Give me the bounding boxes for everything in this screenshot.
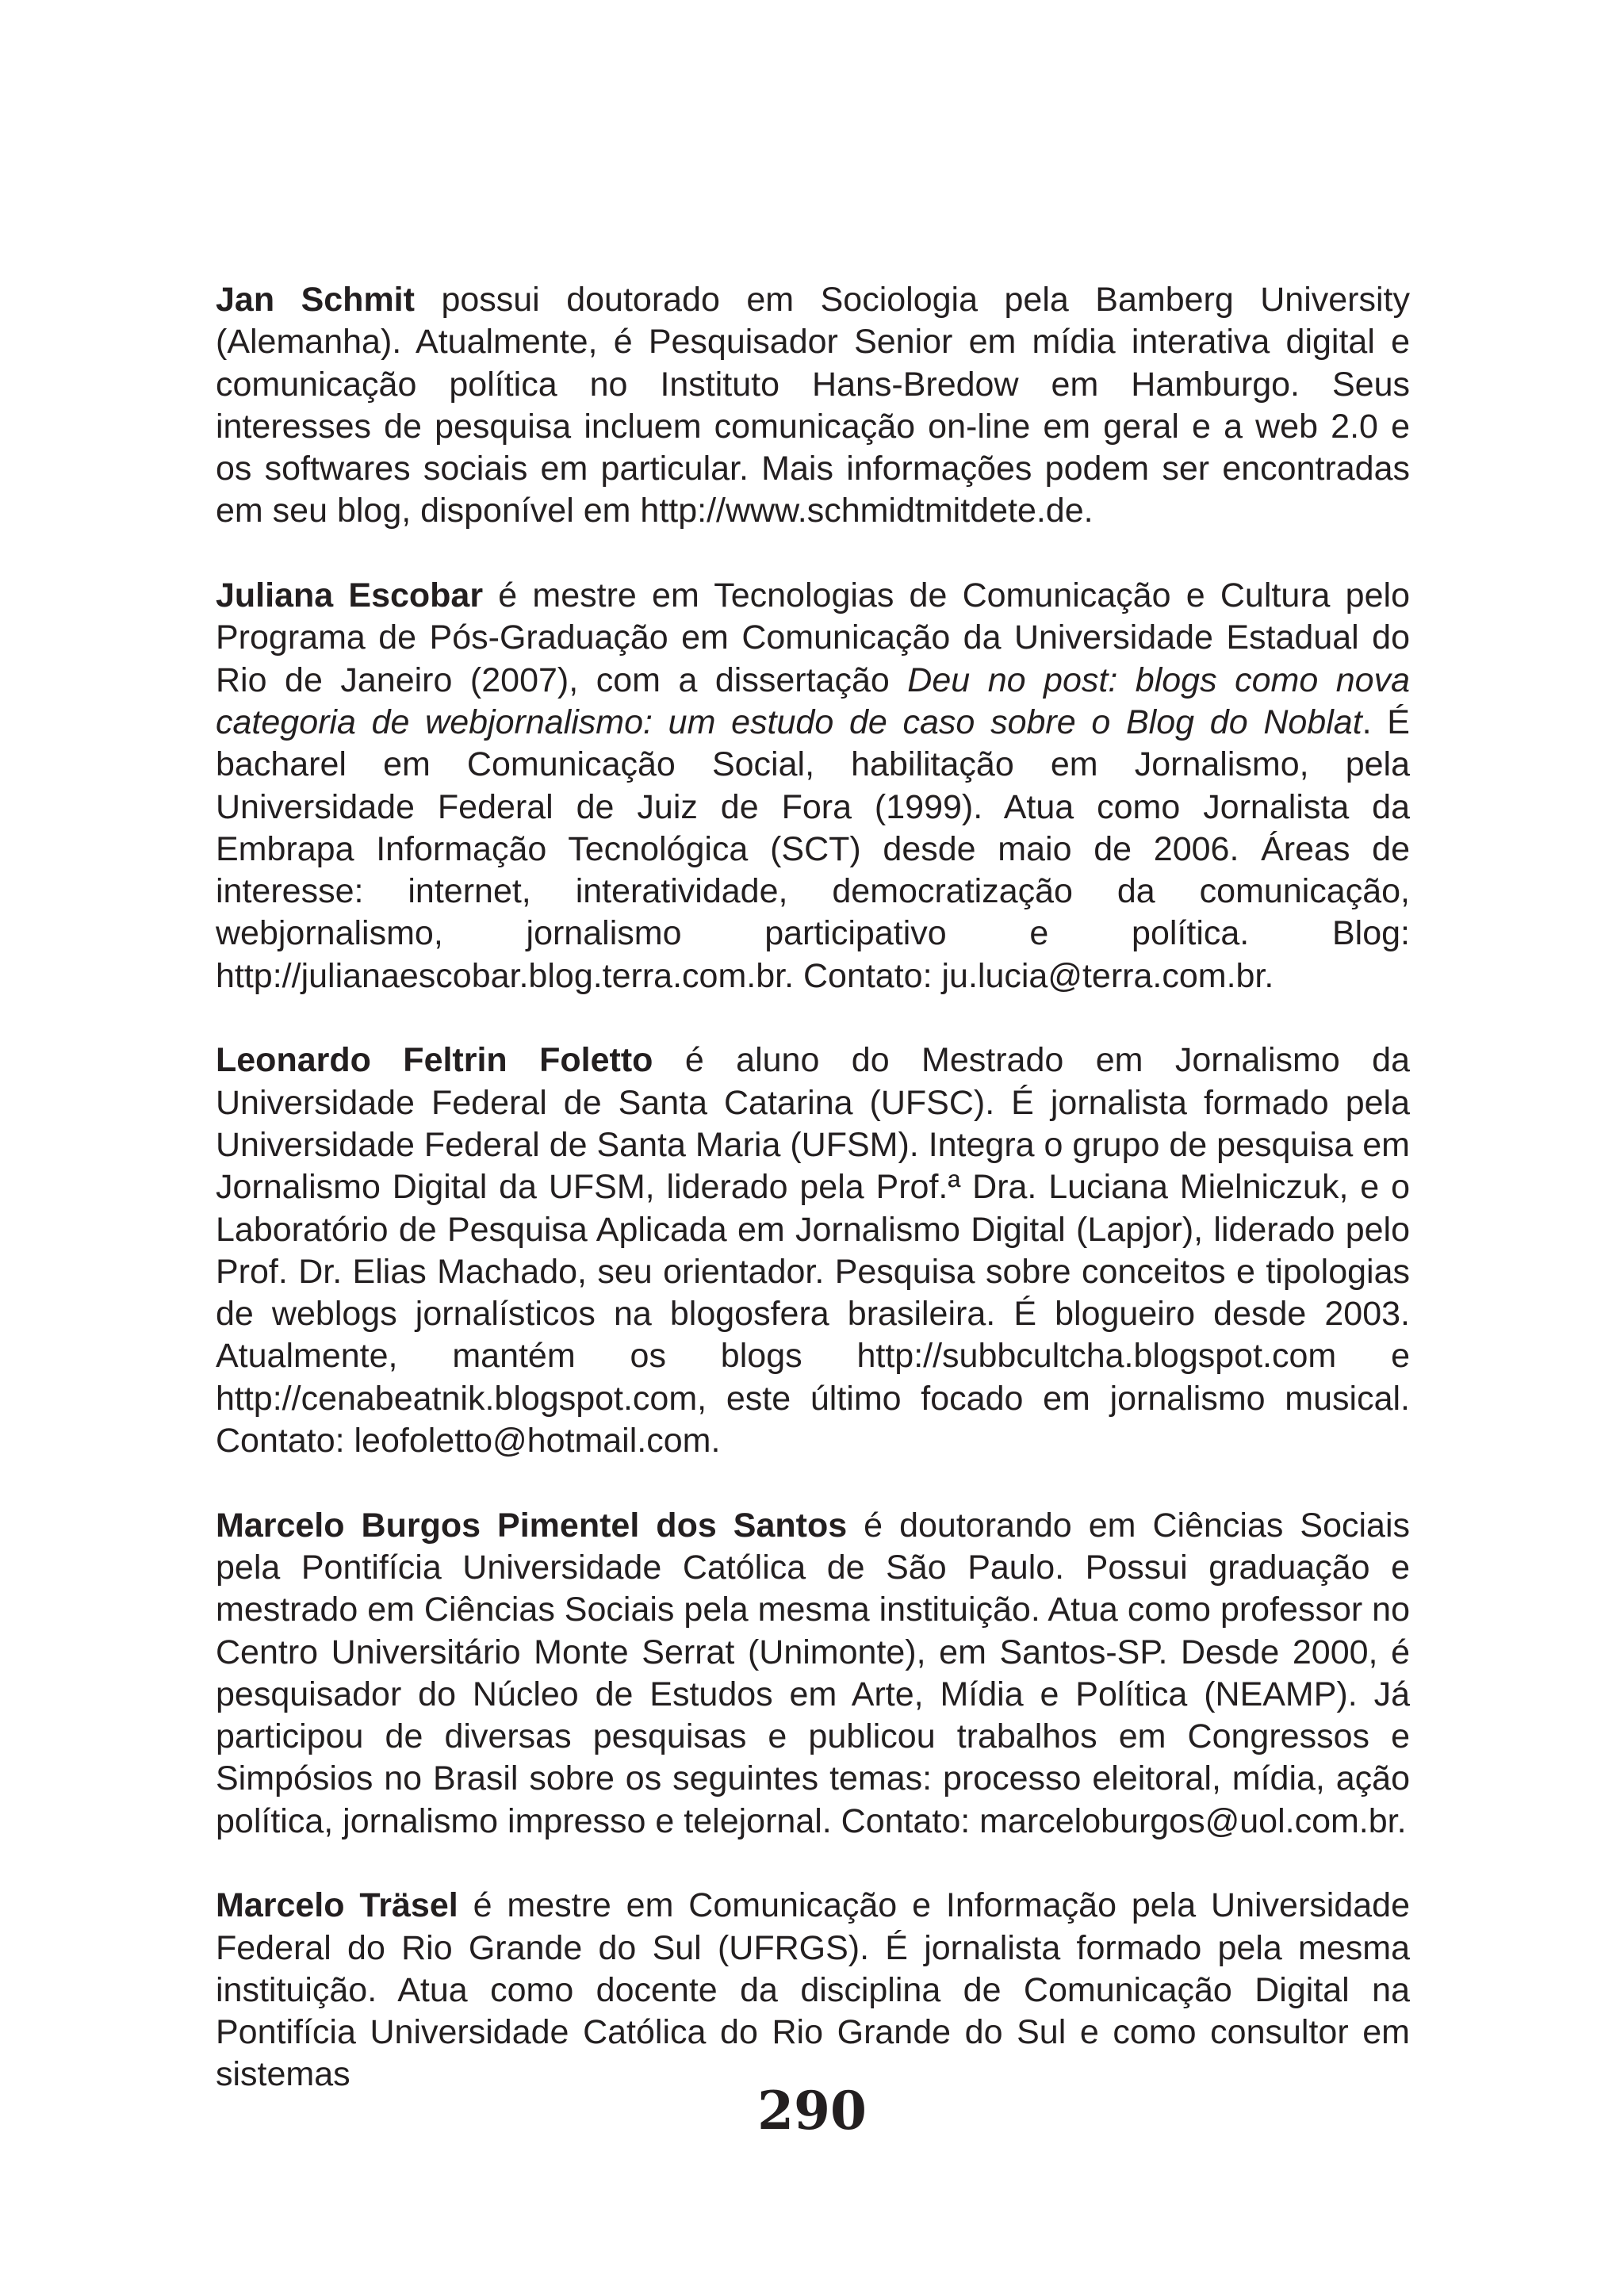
bio-marcelo-burgos [216, 1505, 1410, 1843]
bio-juliana-escobar [216, 575, 1410, 997]
dissertation-title: Deu no post: blogs como nova categoria de webjornalismo: um estudo de caso sobre o Blog do Noblat [216, 660, 1411, 741]
author-name: Jan Schmit [216, 281, 415, 319]
bio-text: é doutorando em Ciências Sociais pela Pontifícia Universidade Católica de São Paulo. Possui graduação e mestrado em Ciências Sociais pela mesma instituição. Atua como professor no Centro Universitário Monte Serrat (Unimonte), em Santos-SP. Desde 2000, é pesquisador do Núcleo de Estudos em Arte, Mídia e Política (NEAMP). Já participou de diversas pesquisas e publicou trabalhos em Congressos e Simpósios no Brasil sobre os seguintes temas: processo eleitoral, mídia, ação política, jornalismo impresso e telejornal. Contato: marceloburgos@uol.com.br. [216, 1506, 1411, 1840]
author-name: Marcelo Burgos Pimentel dos Santos [216, 1506, 848, 1545]
author-name: Marcelo Träsel [216, 1886, 458, 1925]
author-name: Juliana Escobar [216, 576, 484, 615]
author-name: Leonardo Feltrin Foletto [216, 1041, 653, 1080]
bio-text: é mestre em Comunicação e Informação pela Universidade Federal do Rio Grande do Sul (UFRGS). É jornalista formado pela mesma instituição. Atua como docente da disciplina de Comunicação Digital na Pontifícia Universidade Católica do Rio Grande do Sul e como consultor em sistemas [216, 1886, 1410, 2094]
bio-list [216, 279, 1410, 2138]
bio-leonardo-feltrin-foletto [216, 1039, 1410, 1462]
page-number: 290 [757, 2080, 867, 2142]
bio-jan-schmit [216, 279, 1410, 533]
bio-text: é mestre em Tecnologias de Comunicação e Cultura pelo Programa de Pós-Graduação em Comunicação da Universidade Estadual do Rio de Janeiro (2007), com a dissertação [216, 576, 1410, 699]
bio-marcelo-trasel [216, 1885, 1410, 2096]
bio-text: . É bacharel em Comunicação Social, habilitação em Jornalismo, pela Universidade Federal de Juiz de Fora (1999). Atua como Jornalista da Embrapa Informação Tecnológica (SCT) desde maio de 2006. Áreas de interesse: internet, interatividade, democratização da comunicação, webjornalismo, jornalismo participativo e política. Blog: http://julianaescobar.blog.terra.com.br. Contato: ju.lucia@terra.com.br. [216, 702, 1410, 995]
bio-text: é aluno do Mestrado em Jornalismo da Universidade Federal de Santa Catarina (UFSC). É jornalista formado pela Universidade Federal de Santa Maria (UFSM). Integra o grupo de pesquisa em Jornalismo Digital da UFSM, liderado pela Prof.ª Dra. Luciana Mielniczuk, e o Laboratório de Pesquisa Aplicada em Jornalismo Digital (Lapjor), liderado pelo Prof. Dr. Elias Machado, seu orientador. Pesquisa sobre conceitos e tipologias de weblogs jornalísticos na blogosfera brasileira. É blogueiro desde 2003. Atualmente, mantém os blogs http://subbcultcha.blogspot.com e http://cenabeatnik.blogspot.com, este último focado em jornalismo musical. Contato: leofoletto@hotmail.com. [216, 1041, 1410, 1460]
bio-text: possui doutorado em Sociologia pela Bamberg University (Alemanha). Atualmente, é Pesquisador Senior em mídia interativa digital e comunicação política no Instituto Hans-Bredow em Hamburgo. Seus interesses de pesquisa incluem comunicação on-line em geral e a web 2.0 e os softwares sociais em particular. Mais informações podem ser encontradas em seu blog, disponível em http://www.schmidtmitdete.de. [216, 281, 1410, 530]
